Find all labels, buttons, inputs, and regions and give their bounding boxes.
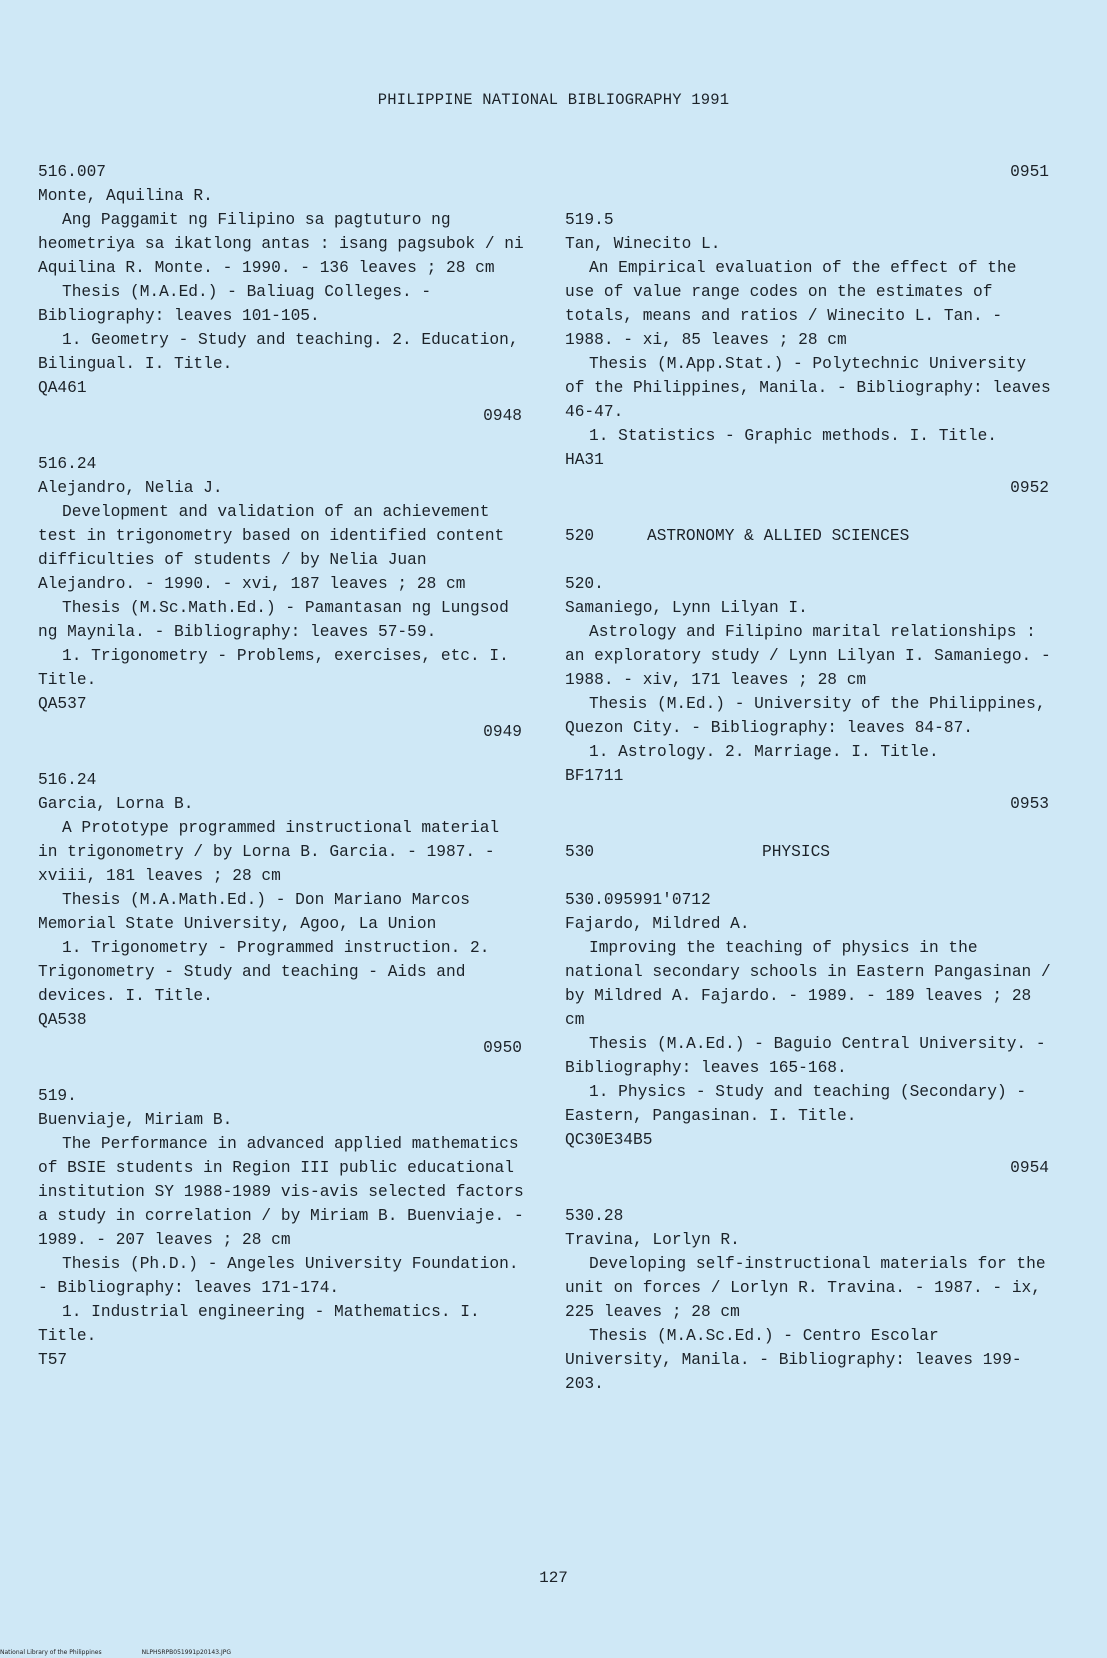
section-heading-physics (565, 840, 1055, 864)
subject-headings: 1. Physics - Study and teaching (Secondary) - Eastern, Pangasinan. I. Title. (565, 1083, 1027, 1125)
classification-number: 516.24 (38, 771, 97, 789)
classification-number: 519.5 (565, 211, 614, 229)
classification-number: 530.28 (565, 1207, 624, 1225)
page-number: 127 (539, 1569, 568, 1587)
thesis-note: Thesis (M.A.Sc.Ed.) - Centro Escolar University, Manila. - Bibliography: leaves 199-203. (565, 1327, 1022, 1393)
title-statement: Development and validation of an achievement test in trigonometry based on identified content difficulties of students / by Nelia Juan Alejandro. - 1990. - xvi, 187 leaves ; 28 cm (38, 503, 505, 593)
author: Monte, Aquilina R. (38, 187, 213, 205)
title-statement: Ang Paggamit ng Filipino sa pagtuturo ng heometriya sa ikatlong antas : isang pagsubok / ni Aquilina R. Monte. - 1990. - 136 leaves ; 28 cm (38, 211, 524, 277)
title-statement: Astrology and Filipino marital relationships : an exploratory study / Lynn Lilyan I. Samaniego. - 1988. - xiv, 171 leaves ; 28 cm (565, 623, 1051, 689)
section-heading-astronomy (565, 524, 1055, 548)
thesis-note: Thesis (M.Sc.Math.Ed.) - Pamantasan ng Lungsod ng Maynila. - Bibliography: leaves 57-59. (38, 599, 509, 641)
section-title: ASTRONOMY & ALLIED SCIENCES (647, 527, 910, 545)
thesis-note: Thesis (M.App.Stat.) - Polytechnic University of the Philippines, Manila. - Bibliography: leaves 46-47. (565, 355, 1051, 421)
entry-number: 0954 (1010, 1159, 1049, 1177)
title-statement: Improving the teaching of physics in the national secondary schools in Eastern Pangasinan / by Mildred A. Fajardo. - 1989. - 189 leaves ; 28 cm (565, 939, 1051, 1029)
author: Tan, Winecito L. (565, 235, 721, 253)
author: Buenviaje, Miriam B. (38, 1111, 233, 1129)
bib-entry-0952 (565, 208, 1055, 500)
title-statement: Developing self-instructional materials for the unit on forces / Lorlyn R. Travina. - 1987. - ix, 225 leaves ; 28 cm (565, 1255, 1046, 1321)
author: Travina, Lorlyn R. (565, 1231, 740, 1249)
thesis-note: Thesis (M.Ed.) - University of the Philippines, Quezon City. - Bibliography: leaves 84-87. (565, 695, 1046, 737)
classification-number: 516.007 (38, 163, 106, 181)
bib-entry-0950 (38, 768, 528, 1060)
subject-headings: 1. Trigonometry - Problems, exercises, etc. I. Title. (38, 647, 509, 689)
call-number: QA461 (38, 379, 87, 397)
page-header: PHILIPPINE NATIONAL BIBLIOGRAPHY 1991 (377, 91, 730, 109)
title-statement: A Prototype programmed instructional material in trigonometry / by Lorna B. Garcia. - 1987. - xviii, 181 leaves ; 28 cm (38, 819, 500, 885)
subject-headings: 1. Statistics - Graphic methods. I. Title. (589, 427, 997, 445)
author: Garcia, Lorna B. (38, 795, 194, 813)
call-number: HA31 (565, 451, 604, 469)
entry-number: 0951 (1010, 163, 1049, 181)
classification-number: 516.24 (38, 455, 97, 473)
thesis-note: Thesis (Ph.D.) - Angeles University Foundation. - Bibliography: leaves 171-174. (38, 1255, 519, 1297)
right-column (565, 160, 1055, 1396)
thesis-note: Thesis (M.A.Math.Ed.) - Don Mariano Marcos Memorial State University, Agoo, La Union (38, 891, 470, 933)
scan-footer (0, 1649, 271, 1656)
entry-number: 0949 (483, 723, 522, 741)
footer-file: NLPHSRPB051991p20143.JPG (141, 1649, 231, 1656)
classification-number: 530.095991'0712 (565, 891, 711, 909)
thesis-note: Thesis (M.A.Ed.) - Baliuag Colleges. - Bibliography: leaves 101-105. (38, 283, 432, 325)
left-column (38, 160, 528, 1372)
title-statement: An Empirical evaluation of the effect of the use of value range codes on the estimates of totals, means and ratios / Winecito L. Tan. - 1988. - xi, 85 leaves ; 28 cm (565, 259, 1017, 349)
entry-number: 0950 (483, 1039, 522, 1057)
bib-entry-0954 (565, 888, 1055, 1180)
entry-number: 0948 (483, 407, 522, 425)
bib-entry-0948 (38, 160, 528, 428)
thesis-note: Thesis (M.A.Ed.) - Baguio Central University. - Bibliography: leaves 165-168. (565, 1035, 1046, 1077)
entry-number: 0953 (1010, 795, 1049, 813)
bib-entry-0955 (565, 1204, 1055, 1396)
section-code: 520 (565, 527, 595, 545)
section-code: 530 (565, 843, 595, 861)
author: Alejandro, Nelia J. (38, 479, 223, 497)
call-number: QC30E34B5 (565, 1131, 653, 1149)
call-number: T57 (38, 1351, 68, 1369)
title-statement: The Performance in advanced applied mathematics of BSIE students in Region III public educational institution SY 1988-1989 vis-avis selected factors a study in correlation / by Miriam B. Buenviaje. - 1989. - 207 leaves ; 28 cm (38, 1135, 524, 1249)
bib-entry-0951 (38, 1084, 528, 1372)
classification-number: 520. (565, 575, 604, 593)
bib-entry-0949 (38, 452, 528, 744)
author: Fajardo, Mildred A. (565, 915, 750, 933)
subject-headings: 1. Trigonometry - Programmed instruction. 2. Trigonometry - Study and teaching - Aids and devices. I. Title. (38, 939, 490, 1005)
subject-headings: 1. Industrial engineering - Mathematics. I. Title. (38, 1303, 480, 1345)
subject-headings: 1. Astrology. 2. Marriage. I. Title. (589, 743, 939, 761)
footer-library: National Library of the Philippines (0, 1649, 102, 1656)
call-number: BF1711 (565, 767, 624, 785)
call-number: QA537 (38, 695, 87, 713)
bib-entry-0953 (565, 572, 1055, 816)
subject-headings: 1. Geometry - Study and teaching. 2. Education, Bilingual. I. Title. (38, 331, 519, 373)
call-number: QA538 (38, 1011, 87, 1029)
section-title: PHYSICS (762, 843, 830, 861)
author: Samaniego, Lynn Lilyan I. (565, 599, 808, 617)
classification-number: 519. (38, 1087, 77, 1105)
entry-number: 0952 (1010, 479, 1049, 497)
